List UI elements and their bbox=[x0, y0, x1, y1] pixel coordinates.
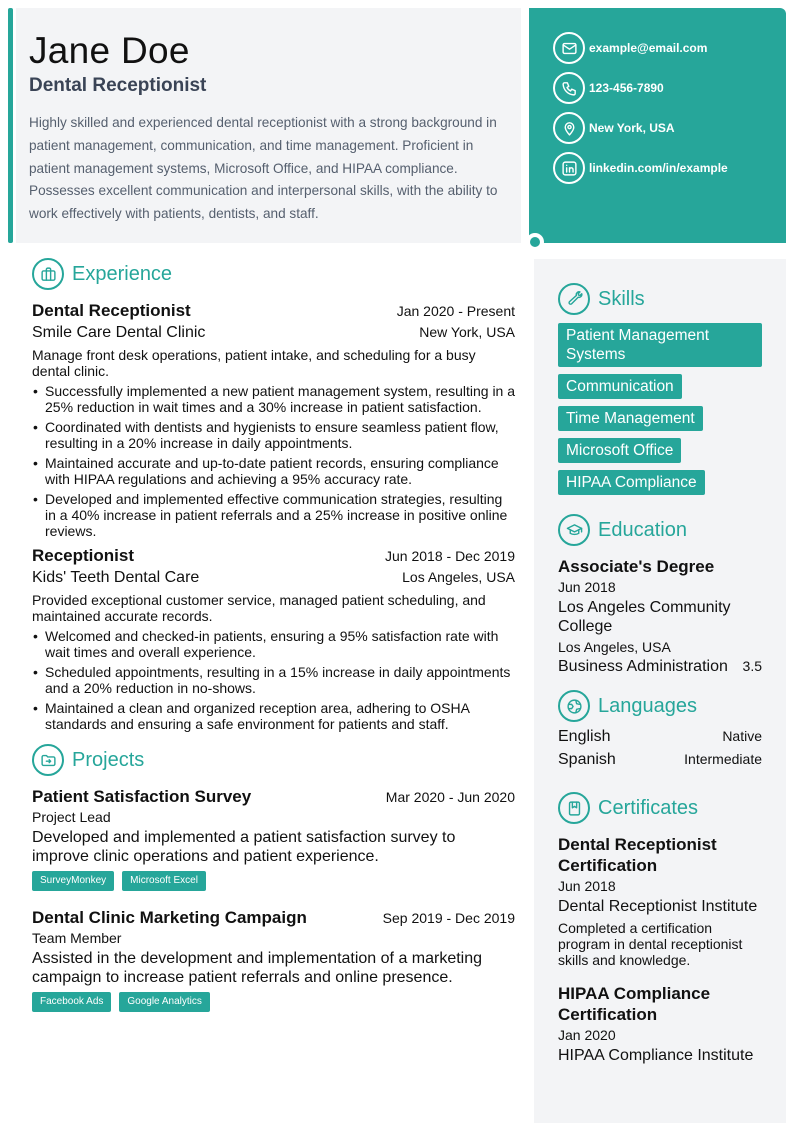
language-name: English bbox=[558, 728, 611, 745]
education-section bbox=[558, 514, 762, 677]
candidate-name: Jane Doe bbox=[29, 30, 190, 71]
globe-icon bbox=[558, 690, 590, 722]
briefcase-icon bbox=[32, 258, 64, 290]
linkedin-icon bbox=[553, 152, 585, 184]
contact-phone[interactable] bbox=[553, 72, 786, 104]
certificate-date: Jun 2018 bbox=[558, 878, 616, 894]
job-description: Manage front desk operations, patient intake, and scheduling for a busy dental clinic. bbox=[32, 347, 476, 379]
project-entry bbox=[32, 907, 515, 1012]
job-title: Receptionist bbox=[32, 546, 135, 565]
project-description: Assisted in the development and implementation of a marketing campaign to increase patient referrals and online presence. bbox=[32, 950, 483, 986]
resume-header bbox=[16, 8, 521, 243]
certificates-heading bbox=[558, 792, 762, 824]
languages-heading bbox=[558, 690, 762, 722]
certificate-issuer: HIPAA Compliance Institute bbox=[558, 1047, 754, 1064]
project-title: Dental Clinic Marketing Campaign bbox=[32, 908, 307, 927]
header-accent-bar bbox=[8, 8, 13, 243]
certificate-entry bbox=[558, 834, 762, 968]
certificate-date: Jan 2020 bbox=[558, 1027, 616, 1043]
language-name: Spanish bbox=[558, 751, 616, 768]
education-heading bbox=[558, 514, 762, 546]
decorative-dot bbox=[526, 233, 544, 251]
skill-badge: Communication bbox=[558, 374, 682, 399]
job-entry bbox=[32, 300, 515, 539]
skill-badge: Time Management bbox=[558, 406, 703, 431]
job-company: Smile Care Dental Clinic bbox=[32, 324, 206, 341]
project-entry bbox=[32, 786, 515, 891]
certificate-issuer: Dental Receptionist Institute bbox=[558, 898, 758, 915]
map-pin-icon bbox=[553, 112, 585, 144]
contact-linkedin-text: linkedin.com/in/example bbox=[589, 161, 728, 175]
education-institution: Los Angeles Community College bbox=[558, 599, 731, 635]
contact-email-text: example@email.com bbox=[589, 41, 708, 55]
education-title: Education bbox=[598, 518, 687, 541]
job-location: New York, USA bbox=[419, 324, 515, 340]
job-entry bbox=[32, 545, 515, 732]
certificate-title: HIPAA Compliance Certification bbox=[558, 984, 711, 1024]
skills-heading bbox=[558, 283, 762, 315]
job-achievements bbox=[32, 383, 515, 539]
candidate-title: Dental Receptionist bbox=[29, 75, 207, 96]
education-field: Business Administration bbox=[558, 658, 728, 675]
certificate-description: Completed a certification program in dental receptionist skills and knowledge. bbox=[558, 920, 743, 968]
graduation-cap-icon bbox=[558, 514, 590, 546]
mail-icon bbox=[553, 32, 585, 64]
skills-title: Skills bbox=[598, 287, 645, 310]
project-tags bbox=[32, 871, 515, 891]
contact-email[interactable] bbox=[553, 32, 786, 64]
contact-location bbox=[553, 112, 786, 144]
job-date: Jun 2018 - Dec 2019 bbox=[385, 548, 515, 564]
projects-title: Projects bbox=[72, 748, 145, 771]
project-role: Project Lead bbox=[32, 809, 111, 825]
job-achievements bbox=[32, 628, 515, 732]
job-location: Los Angeles, USA bbox=[402, 569, 515, 585]
contact-panel bbox=[529, 8, 786, 243]
job-company: Kids' Teeth Dental Care bbox=[32, 569, 200, 586]
education-degree: Associate's Degree bbox=[558, 557, 715, 576]
main-column bbox=[32, 258, 515, 1012]
language-level: Native bbox=[722, 728, 762, 744]
projects-heading bbox=[32, 744, 515, 776]
achievement-item: • Maintained a clean and organized reception area, adhering to OSHA standards and ensuring a safe environment for patients and staff. bbox=[32, 700, 515, 732]
languages-section bbox=[558, 690, 762, 774]
certificates-section bbox=[558, 792, 762, 1065]
project-title: Patient Satisfaction Survey bbox=[32, 787, 252, 806]
achievement-item: • Coordinated with dentists and hygienists to ensure seamless patient flow, resulting in a 20% increase in daily appointments. bbox=[32, 419, 515, 451]
skill-badge: Patient Management Systems bbox=[558, 323, 762, 367]
achievement-item: • Successfully implemented a new patient management system, resulting in a 25% reduction in wait times and a 30% increase in patient satisfaction. bbox=[32, 383, 515, 415]
language-level: Intermediate bbox=[684, 751, 762, 767]
contact-location-text: New York, USA bbox=[589, 121, 675, 135]
certificate-entry bbox=[558, 983, 762, 1065]
wrench-icon bbox=[558, 283, 590, 315]
contact-linkedin[interactable] bbox=[553, 152, 786, 184]
phone-icon bbox=[553, 72, 585, 104]
project-tag: Facebook Ads bbox=[32, 992, 111, 1012]
project-date: Mar 2020 - Jun 2020 bbox=[385, 789, 515, 805]
folder-icon bbox=[32, 744, 64, 776]
experience-section bbox=[32, 258, 515, 732]
skills-section bbox=[558, 283, 762, 502]
job-date: Jan 2020 - Present bbox=[396, 303, 515, 319]
skill-list bbox=[558, 323, 762, 502]
sidebar bbox=[534, 259, 786, 1123]
achievement-item: • Maintained accurate and up-to-date patient records, ensuring compliance with HIPAA regulations and achieving a 95% accuracy rate. bbox=[32, 455, 515, 487]
projects-section bbox=[32, 744, 515, 1012]
project-tag: Microsoft Excel bbox=[122, 871, 206, 891]
project-date: Sep 2019 - Dec 2019 bbox=[382, 910, 515, 926]
education-date: Jun 2018 bbox=[558, 579, 616, 595]
languages-title: Languages bbox=[598, 694, 697, 717]
project-tags bbox=[32, 992, 515, 1012]
experience-heading bbox=[32, 258, 515, 290]
education-location: Los Angeles, USA bbox=[558, 639, 671, 655]
achievement-item: • Developed and implemented effective communication strategies, resulting in a 40% increase in patient referrals and a 25% increase in positive online reviews. bbox=[32, 491, 515, 539]
certificate-title: Dental Receptionist Certification bbox=[558, 835, 717, 875]
project-tag: Google Analytics bbox=[119, 992, 210, 1012]
achievement-item: • Welcomed and checked-in patients, ensuring a 95% satisfaction rate with wait times and overall experience. bbox=[32, 628, 515, 660]
language-item bbox=[558, 728, 762, 751]
skill-badge: Microsoft Office bbox=[558, 438, 681, 463]
contact-phone-text: 123-456-7890 bbox=[589, 81, 664, 95]
experience-title: Experience bbox=[72, 262, 173, 285]
job-title: Dental Receptionist bbox=[32, 301, 191, 320]
job-description: Provided exceptional customer service, managed patient scheduling, and maintained accurate records. bbox=[32, 592, 486, 624]
professional-summary: Highly skilled and experienced dental receptionist with a strong background in patient management, communication, and time management. Proficient in patient management systems, Microsoft Office, and HIPAA compliance. Possesses excellent communication and interpersonal skills, with the ability to work effectively with patients, dentists, and staff. bbox=[29, 115, 498, 222]
project-tag: SurveyMonkey bbox=[32, 871, 114, 891]
skill-badge: HIPAA Compliance bbox=[558, 470, 705, 495]
certificate-icon bbox=[558, 792, 590, 824]
certificates-title: Certificates bbox=[598, 796, 699, 819]
achievement-item: • Scheduled appointments, resulting in a 15% increase in daily appointments and a 20% reduction in no-shows. bbox=[32, 664, 515, 696]
project-role: Team Member bbox=[32, 930, 122, 946]
project-description: Developed and implemented a patient satisfaction survey to improve clinic operations and patient experience. bbox=[32, 829, 456, 865]
language-item bbox=[558, 751, 762, 774]
education-gpa: 3.5 bbox=[742, 658, 762, 674]
